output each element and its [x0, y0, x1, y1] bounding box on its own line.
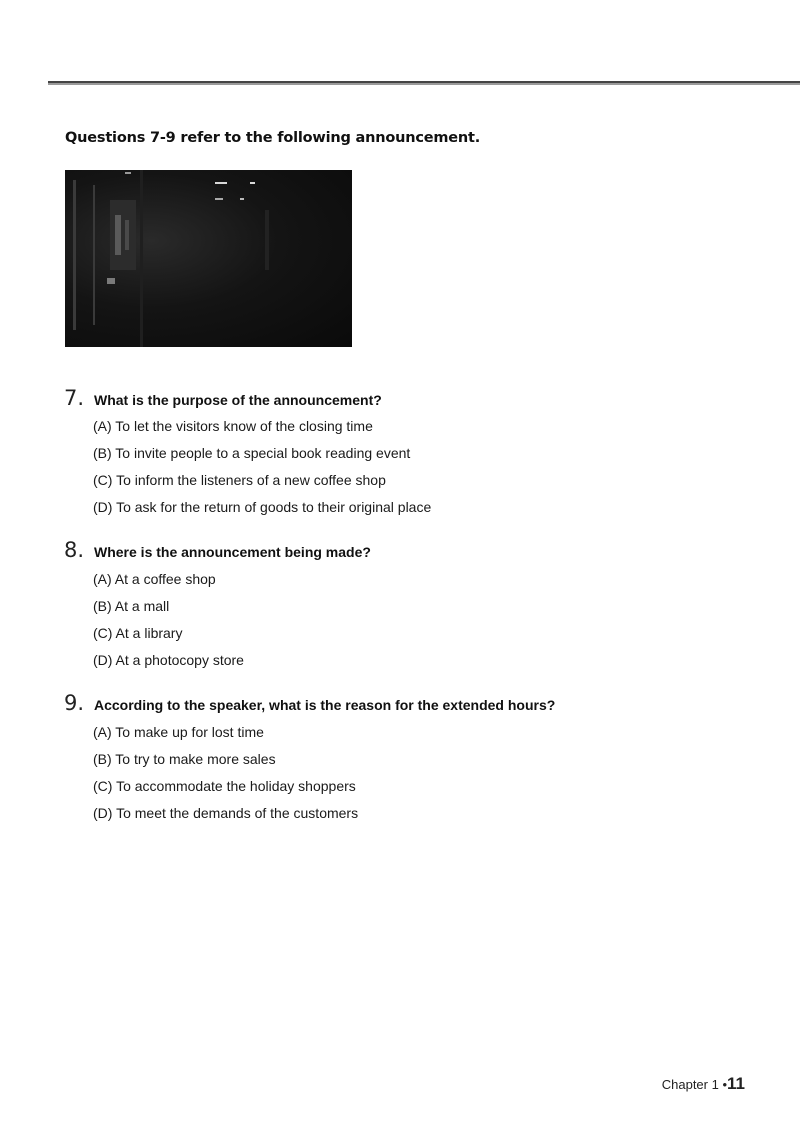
- answer-option: (C) To inform the listeners of a new coffee shop: [93, 472, 386, 488]
- chapter-label: Chapter 1: [661, 1077, 719, 1092]
- answer-option: (C) At a library: [93, 625, 183, 641]
- header-rule: [48, 81, 800, 85]
- answer-option: (C) To accommodate the holiday shoppers: [93, 778, 356, 794]
- answer-option: (B) To try to make more sales: [93, 751, 276, 767]
- question-text: Where is the announcement being made?: [94, 544, 371, 560]
- question-number: 7.: [64, 386, 85, 410]
- question-number: 9.: [64, 691, 85, 715]
- question-number: 8.: [64, 538, 85, 562]
- question-text: What is the purpose of the announcement?: [94, 392, 382, 408]
- answer-option: (D) To ask for the return of goods to their original place: [93, 499, 432, 515]
- answer-option: (D) At a photocopy store: [93, 652, 244, 668]
- section-title: Questions 7-9 refer to the following announcement.: [65, 130, 481, 146]
- answer-option: (A) To make up for lost time: [93, 724, 264, 740]
- answer-option: (D) To meet the demands of the customers: [93, 805, 359, 821]
- answer-option: (A) At a coffee shop: [93, 571, 216, 587]
- page-footer: [662, 1074, 745, 1094]
- question-text: According to the speaker, what is the reason for the extended hours?: [94, 697, 556, 713]
- announcement-photo: [65, 170, 352, 347]
- answer-option: (B) To invite people to a special book reading event: [93, 445, 411, 461]
- answer-option: (A) To let the visitors know of the closing time: [93, 418, 373, 434]
- answer-option: (B) At a mall: [93, 598, 170, 614]
- footer-separator: •: [722, 1077, 728, 1092]
- page-number: 11: [727, 1074, 745, 1093]
